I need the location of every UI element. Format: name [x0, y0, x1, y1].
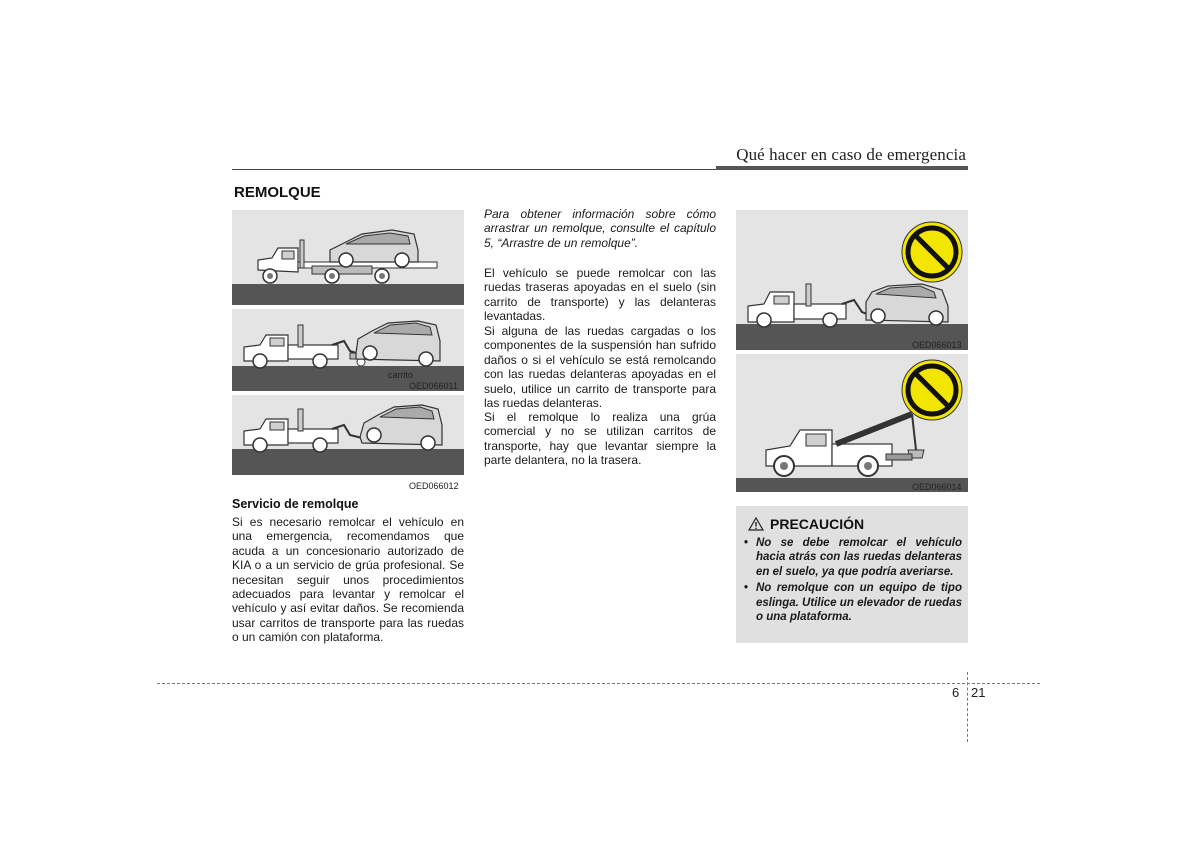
caution-title: [748, 516, 864, 532]
caution-box: [736, 506, 968, 643]
figure-dolly-tow: [232, 309, 464, 391]
caution-list: [744, 536, 962, 626]
paragraph-2: Si alguna de las ruedas cargadas o los componentes de la suspensión han sufrido daños o si el vehículo se está remolcando con las ruedas delanteras apoyadas en el suelo, utilice un carrito de transporte para las ruedas delanteras.: [484, 324, 716, 411]
section-title: REMOLQUE: [234, 184, 321, 201]
figure-wheel-lift-tow: [232, 395, 464, 475]
figure-code: OED066011: [409, 381, 458, 391]
paragraph-servicio: Si es necesario remolcar el vehículo en una emergencia, recomendamos que acuda a un concesionario autorizado de KIA o a un servicio de grúa profesional. Se necesitan seguir unos procedimientos adecuados para levantar y remolcar el vehículo y así evitar daños. Se recomienda usar carritos de transporte para las ruedas o un camión con plataforma.: [232, 515, 464, 645]
paragraph-1: El vehículo se puede remolcar con las ruedas traseras apoyadas en el suelo (sin carrito de transporte) y las delanteras levantadas.: [484, 266, 716, 324]
chapter-number: 6: [952, 685, 960, 700]
caution-title-text: PRECAUCIÓN: [770, 516, 865, 532]
figure-code: OED066014: [912, 482, 962, 492]
prohibition-sign-icon: [902, 360, 962, 420]
figure-label-carrito: carrito: [388, 370, 414, 380]
paragraph-3: Si el remolque lo realiza una grúa comercial y no se utilizan carritos de transporte, hay que levantar siempre la parte delantera, no la trasera.: [484, 410, 716, 468]
figure-prohibited-rear-tow: [736, 210, 968, 350]
caution-item: • No se debe remolcar el vehículo hacia atrás con las ruedas delanteras en el suelo, ya que podría averiarse.: [744, 536, 962, 579]
footer-divider: [967, 672, 968, 742]
subheading-servicio-remolque: Servicio de remolque: [232, 497, 359, 511]
figure-prohibited-sling-tow: [736, 354, 968, 492]
page-header-title: Qué hacer en caso de emergencia: [736, 145, 966, 164]
prohibition-sign-icon: [902, 222, 962, 282]
warning-triangle-icon: [748, 517, 764, 531]
header-rule-thick: [716, 166, 968, 170]
footer-rule: [157, 683, 1040, 684]
page-number: 21: [971, 685, 986, 700]
paragraph-intro: Para obtener información sobre cómo arrastrar un remolque, consulte el capítulo 5, “Arrastre de un remolque”.: [484, 207, 716, 250]
header-rule: [232, 169, 718, 170]
figure-flatbed-tow: [232, 210, 464, 305]
caution-item: • No remolque con un equipo de tipo eslinga. Utilice un elevador de ruedas o una plataforma.: [744, 581, 962, 624]
figure-code: OED066012: [409, 481, 459, 491]
figure-code: OED066013: [912, 340, 962, 350]
